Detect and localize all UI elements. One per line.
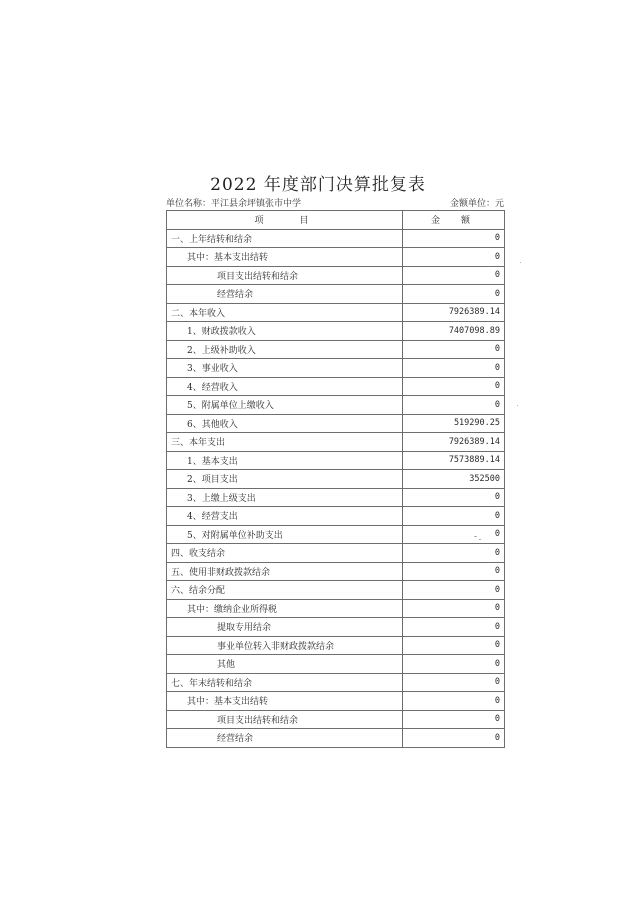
row-label: 提取专用结余 bbox=[167, 618, 403, 637]
row-amount: 0 bbox=[403, 655, 505, 674]
row-amount: 0 bbox=[403, 507, 505, 526]
row-amount: 7926389.14 bbox=[403, 433, 505, 452]
row-amount: 0 bbox=[403, 248, 505, 267]
row-label: 事业单位转入非财政拨款结余 bbox=[167, 636, 403, 655]
row-amount: 0 bbox=[403, 581, 505, 600]
row-label: 5、对附属单位补助支出 bbox=[167, 525, 403, 544]
table-row bbox=[167, 470, 505, 489]
row-amount: 0 bbox=[403, 618, 505, 637]
row-label: 六、结余分配 bbox=[167, 581, 403, 600]
table-row bbox=[167, 488, 505, 507]
row-label: 4、经营收入 bbox=[167, 377, 403, 396]
row-amount: 0 bbox=[403, 266, 505, 285]
row-amount: 7573889.14 bbox=[403, 451, 505, 470]
table-row bbox=[167, 433, 505, 452]
row-label: 二、本年收入 bbox=[167, 303, 403, 322]
table-row bbox=[167, 692, 505, 711]
row-label: 1、财政拨款收入 bbox=[167, 322, 403, 341]
table-row bbox=[167, 340, 505, 359]
table-row bbox=[167, 636, 505, 655]
row-label: 5、附属单位上缴收入 bbox=[167, 396, 403, 415]
row-label: 经营结余 bbox=[167, 729, 403, 748]
table-row bbox=[167, 285, 505, 304]
row-amount: 0 bbox=[403, 488, 505, 507]
row-label: 五、使用非财政拨款结余 bbox=[167, 562, 403, 581]
table-row bbox=[167, 729, 505, 748]
scan-speck bbox=[517, 405, 518, 406]
table-row bbox=[167, 618, 505, 637]
row-label: 其他 bbox=[167, 655, 403, 674]
table-row bbox=[167, 248, 505, 267]
row-amount: 0 bbox=[403, 544, 505, 563]
table-row bbox=[167, 710, 505, 729]
row-label: 项目支出结转和结余 bbox=[167, 710, 403, 729]
table-row bbox=[167, 544, 505, 563]
row-amount: 519290.25 bbox=[403, 414, 505, 433]
row-amount: 0 bbox=[403, 636, 505, 655]
row-label: 其中：缴纳企业所得税 bbox=[167, 599, 403, 618]
scan-speck bbox=[479, 539, 481, 540]
row-label: 3、事业收入 bbox=[167, 359, 403, 378]
row-label: 1、基本支出 bbox=[167, 451, 403, 470]
row-amount: 0 bbox=[403, 229, 505, 248]
scan-speck bbox=[520, 262, 521, 263]
row-amount: 352500 bbox=[403, 470, 505, 489]
row-label: 其中：基本支出结转 bbox=[167, 248, 403, 267]
row-label: 项目支出结转和结余 bbox=[167, 266, 403, 285]
row-amount: 0 bbox=[403, 599, 505, 618]
table-row bbox=[167, 562, 505, 581]
row-label: 4、经营支出 bbox=[167, 507, 403, 526]
table-row bbox=[167, 396, 505, 415]
table-row bbox=[167, 599, 505, 618]
row-amount: 7926389.14 bbox=[403, 303, 505, 322]
row-amount: 0 bbox=[403, 562, 505, 581]
table-row bbox=[167, 507, 505, 526]
row-label: 2、上级补助收入 bbox=[167, 340, 403, 359]
header-item: 项 目 bbox=[167, 211, 403, 230]
row-amount: 0 bbox=[403, 692, 505, 711]
table-row bbox=[167, 414, 505, 433]
row-label: 6、其他收入 bbox=[167, 414, 403, 433]
table-body bbox=[167, 229, 505, 747]
table-row bbox=[167, 673, 505, 692]
row-label: 四、收支结余 bbox=[167, 544, 403, 563]
row-amount: 0 bbox=[403, 396, 505, 415]
row-label: 3、上缴上级支出 bbox=[167, 488, 403, 507]
row-amount: 0 bbox=[403, 285, 505, 304]
table-row bbox=[167, 359, 505, 378]
row-label: 三、本年支出 bbox=[167, 433, 403, 452]
table-row bbox=[167, 266, 505, 285]
row-amount: 0 bbox=[403, 340, 505, 359]
row-amount: 0 bbox=[403, 729, 505, 748]
scan-speck bbox=[474, 536, 477, 537]
row-label: 2、项目支出 bbox=[167, 470, 403, 489]
table-row bbox=[167, 303, 505, 322]
row-amount: 0 bbox=[403, 525, 505, 544]
row-label: 其中：基本支出结转 bbox=[167, 692, 403, 711]
table-header-row bbox=[167, 211, 505, 230]
row-label: 一、上年结转和结余 bbox=[167, 229, 403, 248]
amount-unit-label: 金额单位：元 bbox=[449, 199, 504, 209]
header-amount: 金 额 bbox=[403, 211, 505, 230]
page-title: 2022 年度部门决算批复表 bbox=[210, 175, 426, 195]
table-row bbox=[167, 655, 505, 674]
table-row bbox=[167, 525, 505, 544]
unit-name-label: 单位名称：平江县余坪镇张市中学 bbox=[166, 199, 302, 209]
row-label: 经营结余 bbox=[167, 285, 403, 304]
approval-table bbox=[166, 210, 505, 748]
row-amount: 7407098.89 bbox=[403, 322, 505, 341]
row-amount: 0 bbox=[403, 710, 505, 729]
row-amount: 0 bbox=[403, 359, 505, 378]
table-row bbox=[167, 322, 505, 341]
row-amount: 0 bbox=[403, 377, 505, 396]
row-label: 七、年末结转和结余 bbox=[167, 673, 403, 692]
table-row bbox=[167, 229, 505, 248]
document-meta bbox=[166, 196, 504, 208]
row-amount: 0 bbox=[403, 673, 505, 692]
table-row bbox=[167, 451, 505, 470]
table-row bbox=[167, 377, 505, 396]
table-row bbox=[167, 581, 505, 600]
